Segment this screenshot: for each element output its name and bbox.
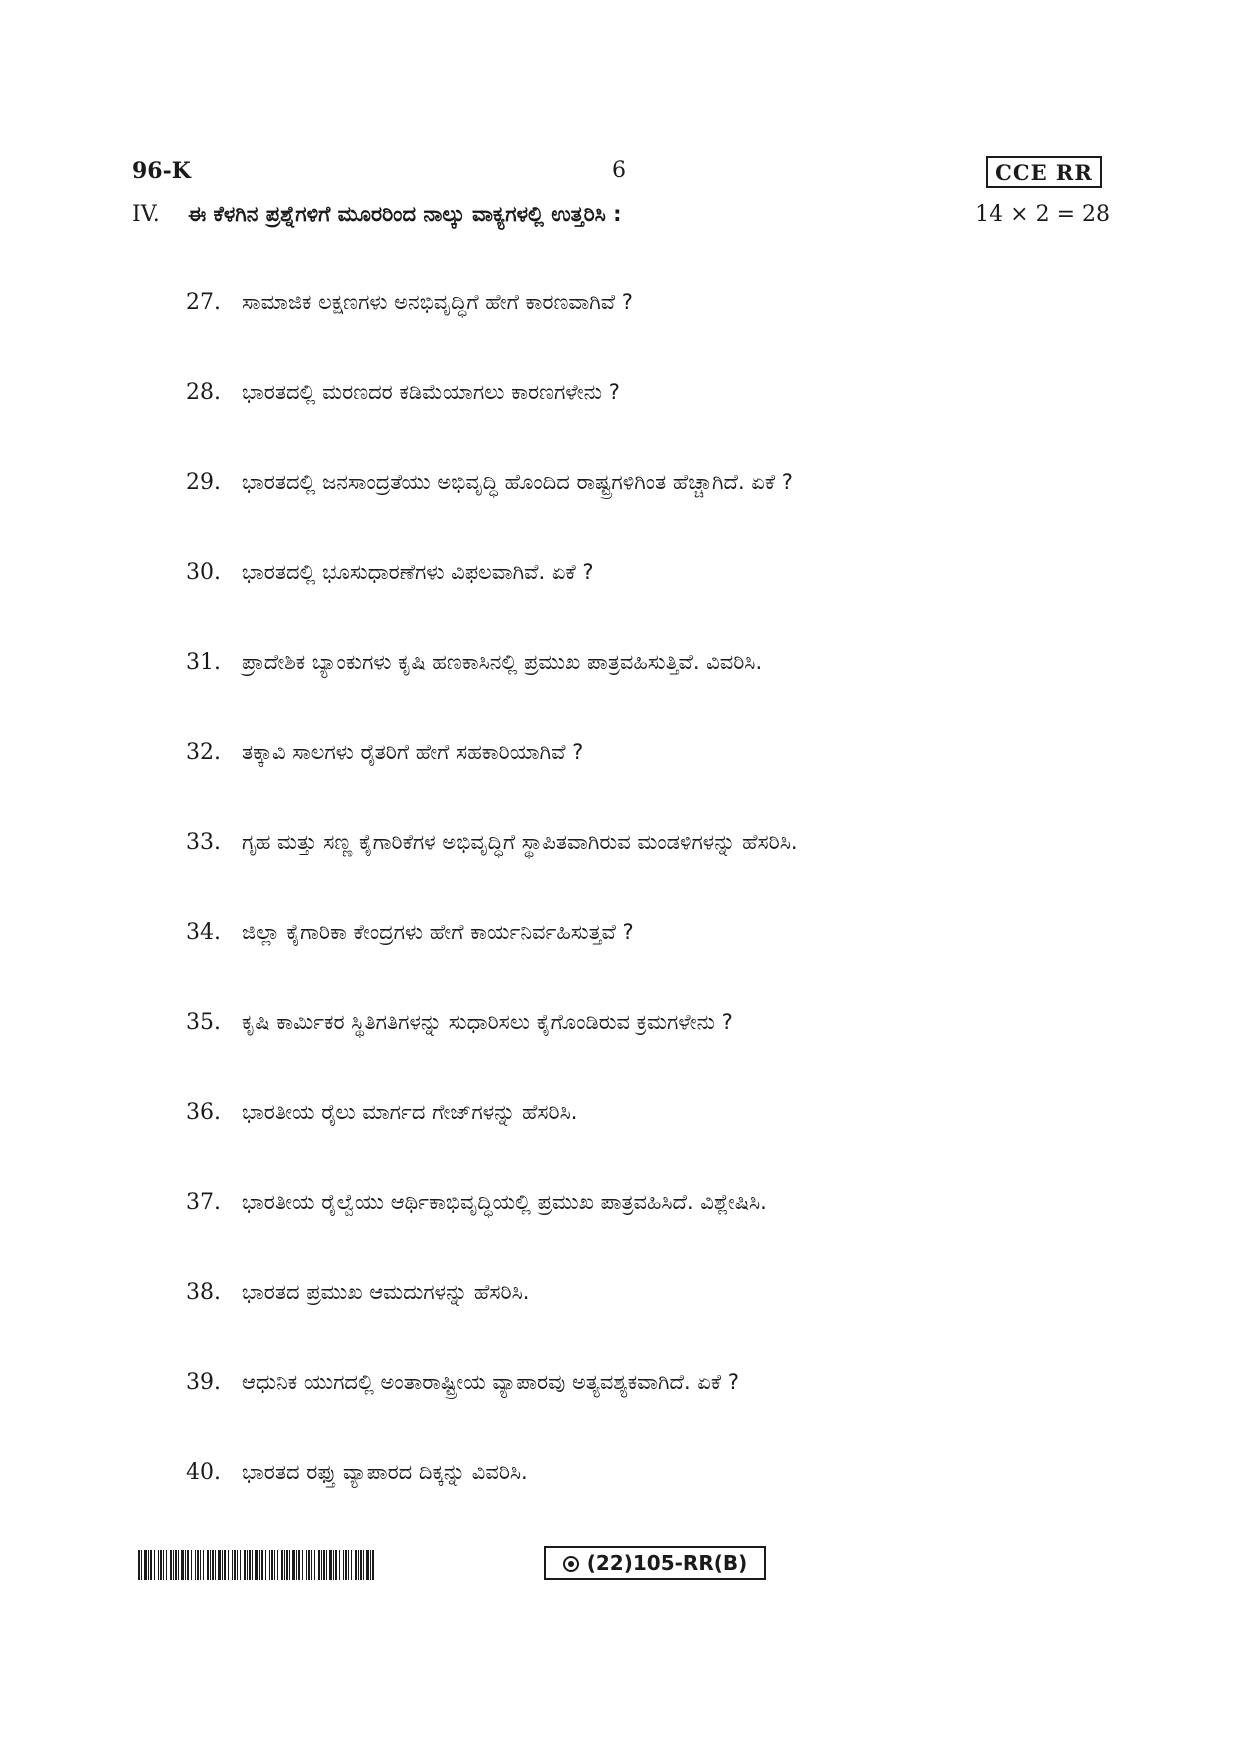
barcode-bar bbox=[148, 1550, 149, 1580]
question-text: ಭಾರತದ ಪ್ರಮುಖ ಆಮದುಗಳನ್ನು ಹೆಸರಿಸಿ. bbox=[242, 1280, 530, 1304]
booklet-code-box bbox=[544, 1546, 766, 1580]
barcode-bar bbox=[175, 1550, 177, 1580]
question-text: ಆಧುನಿಕ ಯುಗದಲ್ಲಿ ಅಂತಾರಾಷ್ಟ್ರೀಯ ವ್ಯಾಪಾರವು ಅತ್ಯವಶ್ಯಕವಾಗಿದೆ. ಏಕೆ ? bbox=[242, 1370, 739, 1394]
section-instruction: ಈ ಕೆಳಗಿನ ಪ್ರಶ್ನೆಗಳಿಗೆ ಮೂರರಿಂದ ನಾಲ್ಕು ವಾಕ್ಯಗಳಲ್ಲಿ ಉತ್ತರಿಸಿ : bbox=[188, 202, 622, 226]
copyright-like-circle-icon bbox=[563, 1556, 579, 1572]
question-text: ಜಿಲ್ಲಾ ಕೈಗಾರಿಕಾ ಕೇಂದ್ರಗಳು ಹೇಗೆ ಕಾರ್ಯನಿರ್ವಹಿಸುತ್ತವೆ ? bbox=[242, 920, 634, 944]
barcode-bar bbox=[222, 1550, 223, 1580]
question-number: 34. bbox=[186, 920, 221, 945]
barcode-bar bbox=[197, 1550, 199, 1580]
question-number: 30. bbox=[186, 560, 221, 585]
barcode-bar bbox=[298, 1550, 300, 1580]
booklet-code: (22)105-RR(B) bbox=[586, 1551, 748, 1575]
barcode-bar bbox=[343, 1550, 344, 1580]
paper-code: 96-K bbox=[132, 158, 191, 184]
barcode-bar bbox=[141, 1550, 142, 1580]
question-item bbox=[186, 920, 1106, 1010]
barcode-bar bbox=[173, 1550, 174, 1580]
question-item bbox=[186, 290, 1106, 380]
barcode-bar bbox=[323, 1550, 325, 1580]
barcode-bar bbox=[271, 1550, 273, 1580]
barcode-bar bbox=[314, 1550, 315, 1580]
barcode-bar bbox=[259, 1550, 260, 1580]
question-number: 36. bbox=[186, 1100, 221, 1125]
barcode-bar bbox=[311, 1550, 312, 1580]
series-badge: CCE RR bbox=[986, 156, 1102, 188]
barcode-bar bbox=[191, 1550, 192, 1580]
barcode-bar bbox=[286, 1550, 288, 1580]
barcode-bar bbox=[166, 1550, 167, 1580]
barcode-bar bbox=[306, 1550, 307, 1580]
barcode-bar bbox=[187, 1550, 189, 1580]
barcode-bar bbox=[335, 1550, 337, 1580]
barcode-bar bbox=[170, 1550, 172, 1580]
question-number: 33. bbox=[186, 830, 221, 855]
question-item bbox=[186, 1010, 1106, 1100]
barcode-bar bbox=[255, 1550, 258, 1580]
barcode-bar bbox=[339, 1550, 340, 1580]
barcode-bar bbox=[351, 1550, 352, 1580]
barcode-bar bbox=[195, 1550, 196, 1580]
question-text: ಭಾರತದಲ್ಲಿ ಮರಣದರ ಕಡಿಮೆಯಾಗಲು ಕಾರಣಗಳೇನು ? bbox=[242, 380, 620, 404]
barcode-bar bbox=[154, 1550, 155, 1580]
barcode-bar bbox=[252, 1550, 253, 1580]
question-text: ಭಾರತೀಯ ರೈಲ್ವೆಯು ಆರ್ಥಿಕಾಭಿವೃದ್ಧಿಯಲ್ಲಿ ಪ್ರಮುಖ ಪಾತ್ರವಹಿಸಿದೆ. ವಿಶ್ಲೇಷಿಸಿ. bbox=[242, 1190, 767, 1214]
barcode-bar bbox=[348, 1550, 349, 1580]
barcode-bar bbox=[345, 1550, 347, 1580]
barcode-bar bbox=[163, 1550, 164, 1580]
barcode-bar bbox=[212, 1550, 214, 1580]
barcode-bar bbox=[366, 1550, 369, 1580]
question-item bbox=[186, 740, 1106, 830]
barcode-bar bbox=[237, 1550, 238, 1580]
question-item bbox=[186, 830, 1106, 920]
question-item bbox=[186, 470, 1106, 560]
question-number: 39. bbox=[186, 1370, 221, 1395]
question-item bbox=[186, 1280, 1106, 1370]
barcode-bar bbox=[218, 1550, 221, 1580]
question-number: 28. bbox=[186, 380, 221, 405]
question-text: ತಕ್ಕಾವಿ ಸಾಲಗಳು ರೈತರಿಗೆ ಹೇಗೆ ಸಹಕಾರಿಯಾಗಿವೆ ? bbox=[242, 740, 584, 764]
barcode-bar bbox=[178, 1550, 179, 1580]
barcode-bar bbox=[249, 1550, 251, 1580]
question-number: 35. bbox=[186, 1010, 221, 1035]
barcode-bar bbox=[207, 1550, 209, 1580]
barcode-bar bbox=[363, 1550, 364, 1580]
question-number: 27. bbox=[186, 290, 221, 315]
barcode-icon bbox=[138, 1550, 374, 1580]
barcode-bar bbox=[284, 1550, 285, 1580]
barcode-bar bbox=[321, 1550, 322, 1580]
barcode-bar bbox=[302, 1550, 303, 1580]
section-heading bbox=[132, 202, 1110, 236]
barcode-bar bbox=[265, 1550, 266, 1580]
barcode-bar bbox=[358, 1550, 359, 1580]
barcode-bar bbox=[144, 1550, 147, 1580]
barcode-bar bbox=[318, 1550, 320, 1580]
barcode-bar bbox=[360, 1550, 362, 1580]
question-list bbox=[186, 290, 1106, 1550]
barcode-bar bbox=[150, 1550, 152, 1580]
question-text: ಭಾರತದ ರಫ್ತು ವ್ಯಾಪಾರದ ದಿಕ್ಕನ್ನು ವಿವರಿಸಿ. bbox=[242, 1460, 528, 1484]
question-number: 32. bbox=[186, 740, 221, 765]
question-item bbox=[186, 1370, 1106, 1460]
question-text: ಭಾರತದಲ್ಲಿ ಭೂಸುಧಾರಣೆಗಳು ವಿಫಲವಾಗಿವೆ. ಏಕೆ ? bbox=[242, 560, 594, 584]
section-marks: 14 × 2 = 28 bbox=[975, 202, 1110, 227]
barcode-bar bbox=[333, 1550, 334, 1580]
barcode-bar bbox=[215, 1550, 216, 1580]
question-item bbox=[186, 380, 1106, 470]
barcode-bar bbox=[234, 1550, 236, 1580]
barcode-bar bbox=[160, 1550, 162, 1580]
barcode-bar bbox=[158, 1550, 159, 1580]
question-item bbox=[186, 1460, 1106, 1550]
barcode-bar bbox=[269, 1550, 270, 1580]
question-item bbox=[186, 1190, 1106, 1280]
question-number: 31. bbox=[186, 650, 221, 675]
barcode-bar bbox=[308, 1550, 310, 1580]
question-item bbox=[186, 1100, 1106, 1190]
question-number: 37. bbox=[186, 1190, 221, 1215]
barcode-bar bbox=[200, 1550, 201, 1580]
question-text: ಪ್ರಾದೇಶಿಕ ಬ್ಯಾಂಕುಗಳು ಕೃಷಿ ಹಣಕಾಸಿನಲ್ಲಿ ಪ್ರಮುಖ ಪಾತ್ರವಹಿಸುತ್ತಿವೆ. ವಿವರಿಸಿ. bbox=[242, 650, 763, 674]
barcode-bar bbox=[355, 1550, 357, 1580]
barcode-bar bbox=[210, 1550, 211, 1580]
barcode-bar bbox=[277, 1550, 278, 1580]
question-text: ಸಾಮಾಜಿಕ ಲಕ್ಷಣಗಳು ಅನಭಿವೃದ್ಧಿಗೆ ಹೇಗೆ ಕಾರಣವಾಗಿವೆ ? bbox=[242, 290, 633, 314]
barcode-bar bbox=[326, 1550, 327, 1580]
question-number: 40. bbox=[186, 1460, 221, 1485]
barcode-bar bbox=[292, 1550, 295, 1580]
page-number: 6 bbox=[612, 158, 626, 183]
barcode-bar bbox=[138, 1550, 140, 1580]
barcode-bar bbox=[281, 1550, 283, 1580]
barcode-bar bbox=[296, 1550, 297, 1580]
barcode-bar bbox=[247, 1550, 248, 1580]
barcode-bar bbox=[203, 1550, 204, 1580]
question-text: ಗೃಹ ಮತ್ತು ಸಣ್ಣ ಕೈಗಾರಿಕೆಗಳ ಅಭಿವೃದ್ಧಿಗೆ ಸ್ಥಾಪಿತವಾಗಿರುವ ಮಂಡಳಿಗಳನ್ನು ಹೆಸರಿಸಿ. bbox=[242, 830, 798, 854]
barcode-bar bbox=[372, 1550, 374, 1580]
barcode-bar bbox=[274, 1550, 275, 1580]
barcode-bar bbox=[244, 1550, 246, 1580]
question-text: ಭಾರತೀಯ ರೈಲು ಮಾರ್ಗದ ಗೇಜ್‌ಗಳನ್ನು ಹೆಸರಿಸಿ. bbox=[242, 1100, 578, 1124]
question-text: ಭಾರತದಲ್ಲಿ ಜನಸಾಂದ್ರತೆಯು ಅಭಿವೃದ್ಧಿ ಹೊಂದಿದ ರಾಷ್ಟ್ರಗಳಿಗಿಂತ ಹೆಚ್ಚಾಗಿದೆ. ಏಕೆ ? bbox=[242, 470, 793, 494]
barcode-bar bbox=[228, 1550, 229, 1580]
question-item bbox=[186, 560, 1106, 650]
barcode-bar bbox=[370, 1550, 371, 1580]
question-number: 29. bbox=[186, 470, 221, 495]
question-number: 38. bbox=[186, 1280, 221, 1305]
barcode-bar bbox=[329, 1550, 332, 1580]
barcode-bar bbox=[181, 1550, 184, 1580]
barcode-bar bbox=[289, 1550, 290, 1580]
section-number: IV. bbox=[132, 202, 160, 227]
question-text: ಕೃಷಿ ಕಾರ್ಮಿಕರ ಸ್ಥಿತಿಗತಿಗಳನ್ನು ಸುಧಾರಿಸಲು ಕೈಗೊಂಡಿರುವ ಕ್ರಮಗಳೇನು ? bbox=[242, 1010, 733, 1034]
barcode-bar bbox=[240, 1550, 241, 1580]
question-item bbox=[186, 650, 1106, 740]
barcode-bar bbox=[224, 1550, 226, 1580]
barcode-bar bbox=[261, 1550, 263, 1580]
barcode-bar bbox=[185, 1550, 186, 1580]
barcode-bar bbox=[232, 1550, 233, 1580]
